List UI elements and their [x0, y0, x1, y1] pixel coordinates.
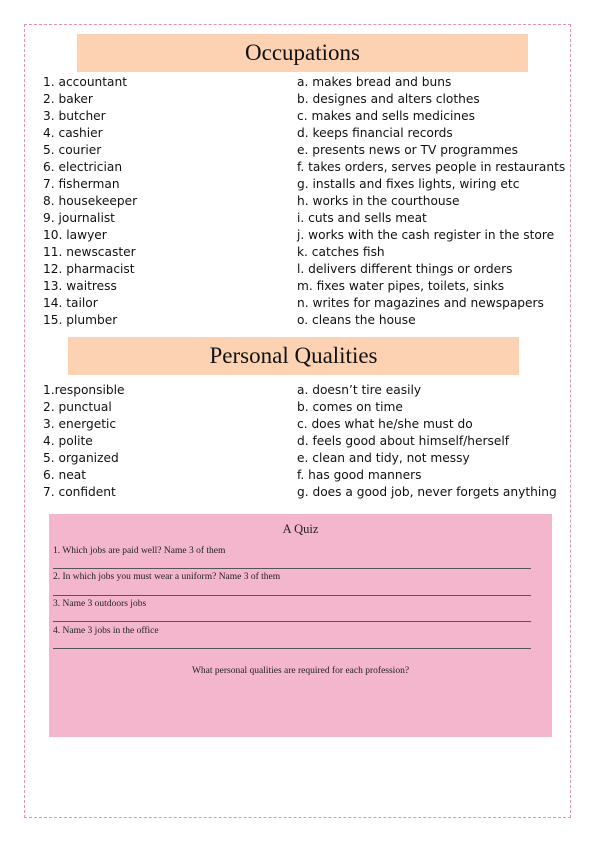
job-description: l. delivers different things or orders: [297, 262, 513, 276]
job-item: 3. butcher: [43, 109, 106, 123]
job-description: o. cleans the house: [297, 313, 416, 327]
job-item: 10. lawyer: [43, 228, 107, 242]
job-description: k. catches fish: [297, 245, 385, 259]
job-description: h. works in the courthouse: [297, 194, 460, 208]
occupations-job-list: [43, 74, 137, 329]
qualities-banner: [68, 337, 519, 375]
quality-description: b. comes on time: [297, 400, 403, 414]
job-description: g. installs and fixes lights, wiring etc: [297, 177, 520, 191]
occupations-banner: [77, 34, 528, 72]
job-item: 4. cashier: [43, 126, 103, 140]
quiz-question: 1. Which jobs are paid well? Name 3 of them: [53, 546, 226, 556]
quality-item: 1.responsible: [43, 383, 125, 397]
job-item: 13. waitress: [43, 279, 117, 293]
quality-description: g. does a good job, never forgets anything: [297, 485, 557, 499]
quality-description: c. does what he/she must do: [297, 417, 473, 431]
occupations-title: Occupations: [245, 40, 360, 65]
quality-item: 2. punctual: [43, 400, 112, 414]
job-item: 12. pharmacist: [43, 262, 135, 276]
quality-description: e. clean and tidy, not messy: [297, 451, 470, 465]
job-description: j. works with the cash register in the store: [297, 228, 555, 242]
quiz-question: 4. Name 3 jobs in the office: [53, 626, 159, 636]
job-description: n. writes for magazines and newspapers: [297, 296, 544, 310]
job-description: b. designes and alters clothes: [297, 92, 480, 106]
job-description: c. makes and sells medicines: [297, 109, 475, 123]
job-item: 7. fisherman: [43, 177, 120, 191]
occupations-description-list: [297, 74, 565, 329]
job-description: m. fixes water pipes, toilets, sinks: [297, 279, 505, 293]
quiz-answer-line[interactable]: [53, 595, 531, 596]
job-item: 1. accountant: [43, 75, 128, 89]
quality-description: a. doesn’t tire easily: [297, 383, 422, 397]
job-item: 2. baker: [43, 92, 93, 106]
quality-description: d. feels good about himself/herself: [297, 434, 510, 448]
quiz-question: 2. In which jobs you must wear a uniform? Name 3 of them: [53, 572, 281, 582]
quality-item: 3. energetic: [43, 417, 117, 431]
job-item: 15. plumber: [43, 313, 118, 327]
job-item: 9. journalist: [43, 211, 115, 225]
quiz-note: What personal qualities are required for each profession?: [191, 666, 410, 676]
quality-item: 7. confident: [43, 485, 116, 499]
job-description: f. takes orders, serves people in restaurants: [297, 160, 566, 174]
job-item: 6. electrician: [43, 160, 123, 174]
quiz-box: [49, 514, 552, 737]
qualities-description-list: [297, 382, 557, 501]
job-description: a. makes bread and buns: [297, 75, 452, 89]
qualities-title: Personal Qualities: [209, 343, 378, 368]
quality-item: 5. organized: [43, 451, 119, 465]
qualities-list: [43, 382, 125, 501]
job-description: d. keeps financial records: [297, 126, 453, 140]
quiz-answer-line[interactable]: [53, 621, 531, 622]
quality-description: f. has good manners: [297, 468, 422, 482]
job-item: 5. courier: [43, 143, 102, 157]
quiz-title: A Quiz: [282, 522, 319, 536]
quality-item: 6. neat: [43, 468, 86, 482]
quiz-answer-line[interactable]: [53, 568, 531, 569]
job-description: i. cuts and sells meat: [297, 211, 427, 225]
quality-item: 4. polite: [43, 434, 93, 448]
quiz-question: 3. Name 3 outdoors jobs: [53, 599, 147, 609]
job-item: 8. housekeeper: [43, 194, 138, 208]
quiz-answer-line[interactable]: [53, 648, 531, 649]
job-description: e. presents news or TV programmes: [297, 143, 518, 157]
job-item: 14. tailor: [43, 296, 98, 310]
job-item: 11. newscaster: [43, 245, 136, 259]
